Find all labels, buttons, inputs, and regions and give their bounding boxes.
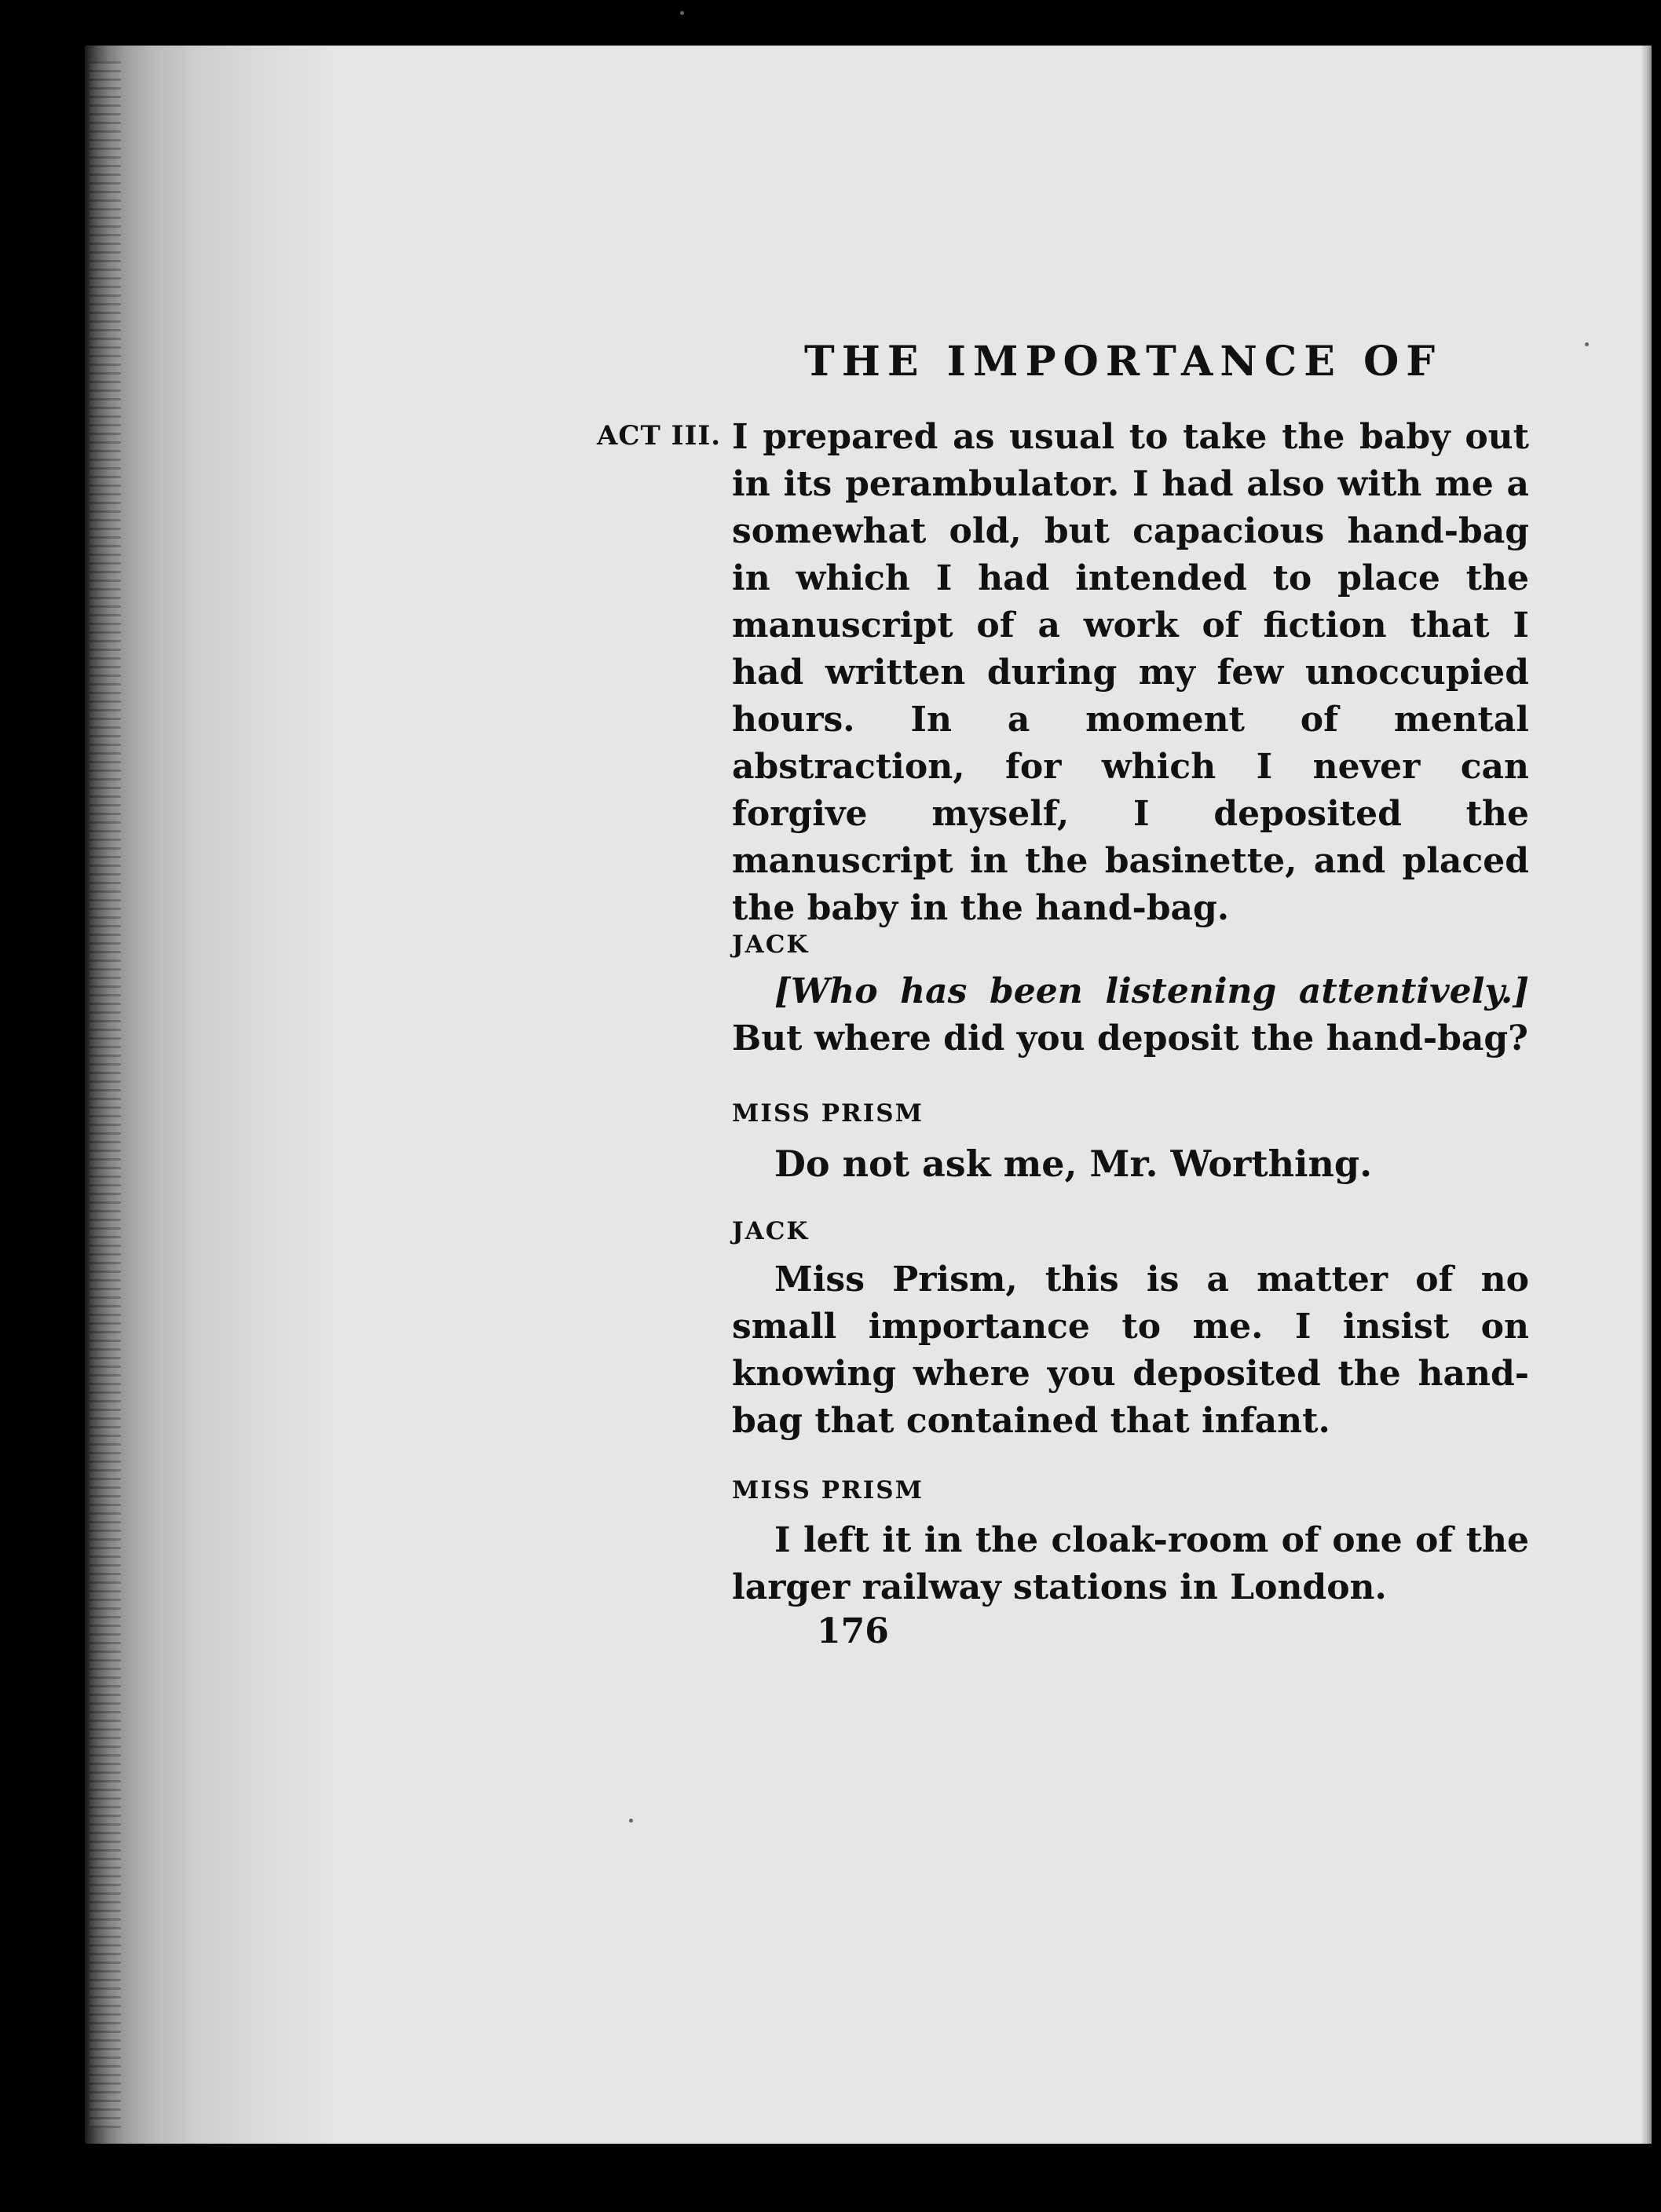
binding-edge xyxy=(90,61,121,2128)
dust-speck xyxy=(629,1819,633,1823)
dust-speck xyxy=(1585,342,1589,346)
act-label: ACT III. xyxy=(597,420,722,452)
running-head: THE IMPORTANCE OF xyxy=(804,338,1443,386)
speaker-name-miss-prism: MISS PRISM xyxy=(732,1099,924,1128)
speech-jack-1 xyxy=(732,968,1529,1062)
speaker-name-jack: JACK xyxy=(732,931,810,959)
speech-miss-prism-1: I prepared as usual to take the baby out in its perambulator. I had also with me a somewhat old, but capacious hand-bag in which I had intended to place the manuscript of a work of fiction that I had written during my few unoccupied hours. In a moment of mental abstraction, for which I never can forgive myself, I deposited the manuscript in the basinette, and placed the baby in the hand-bag. xyxy=(732,417,1529,928)
speech-miss-prism-3: I left it in the cloak-room of one of the larger railway stations in London. xyxy=(732,1520,1529,1607)
speaker-name-jack: JACK xyxy=(732,1217,810,1245)
dust-speck xyxy=(680,11,684,15)
speech-jack-2: Miss Prism, this is a matter of no small importance to me. I insist on knowing where you deposited the hand-bag that contained that infant. xyxy=(732,1260,1529,1441)
page-right-edge xyxy=(1641,46,1652,2144)
speech-miss-prism-2: Do not ask me, Mr. Worthing. xyxy=(774,1143,1373,1185)
page-gutter-shadow xyxy=(85,46,344,2144)
speech-jack-1-text: But where did you deposit the hand-bag? xyxy=(732,1018,1528,1058)
stage-direction: [Who has been listening attentively.] xyxy=(774,971,1529,1011)
speaker-name-miss-prism: MISS PRISM xyxy=(732,1476,924,1505)
page-number: 176 xyxy=(817,1611,889,1651)
